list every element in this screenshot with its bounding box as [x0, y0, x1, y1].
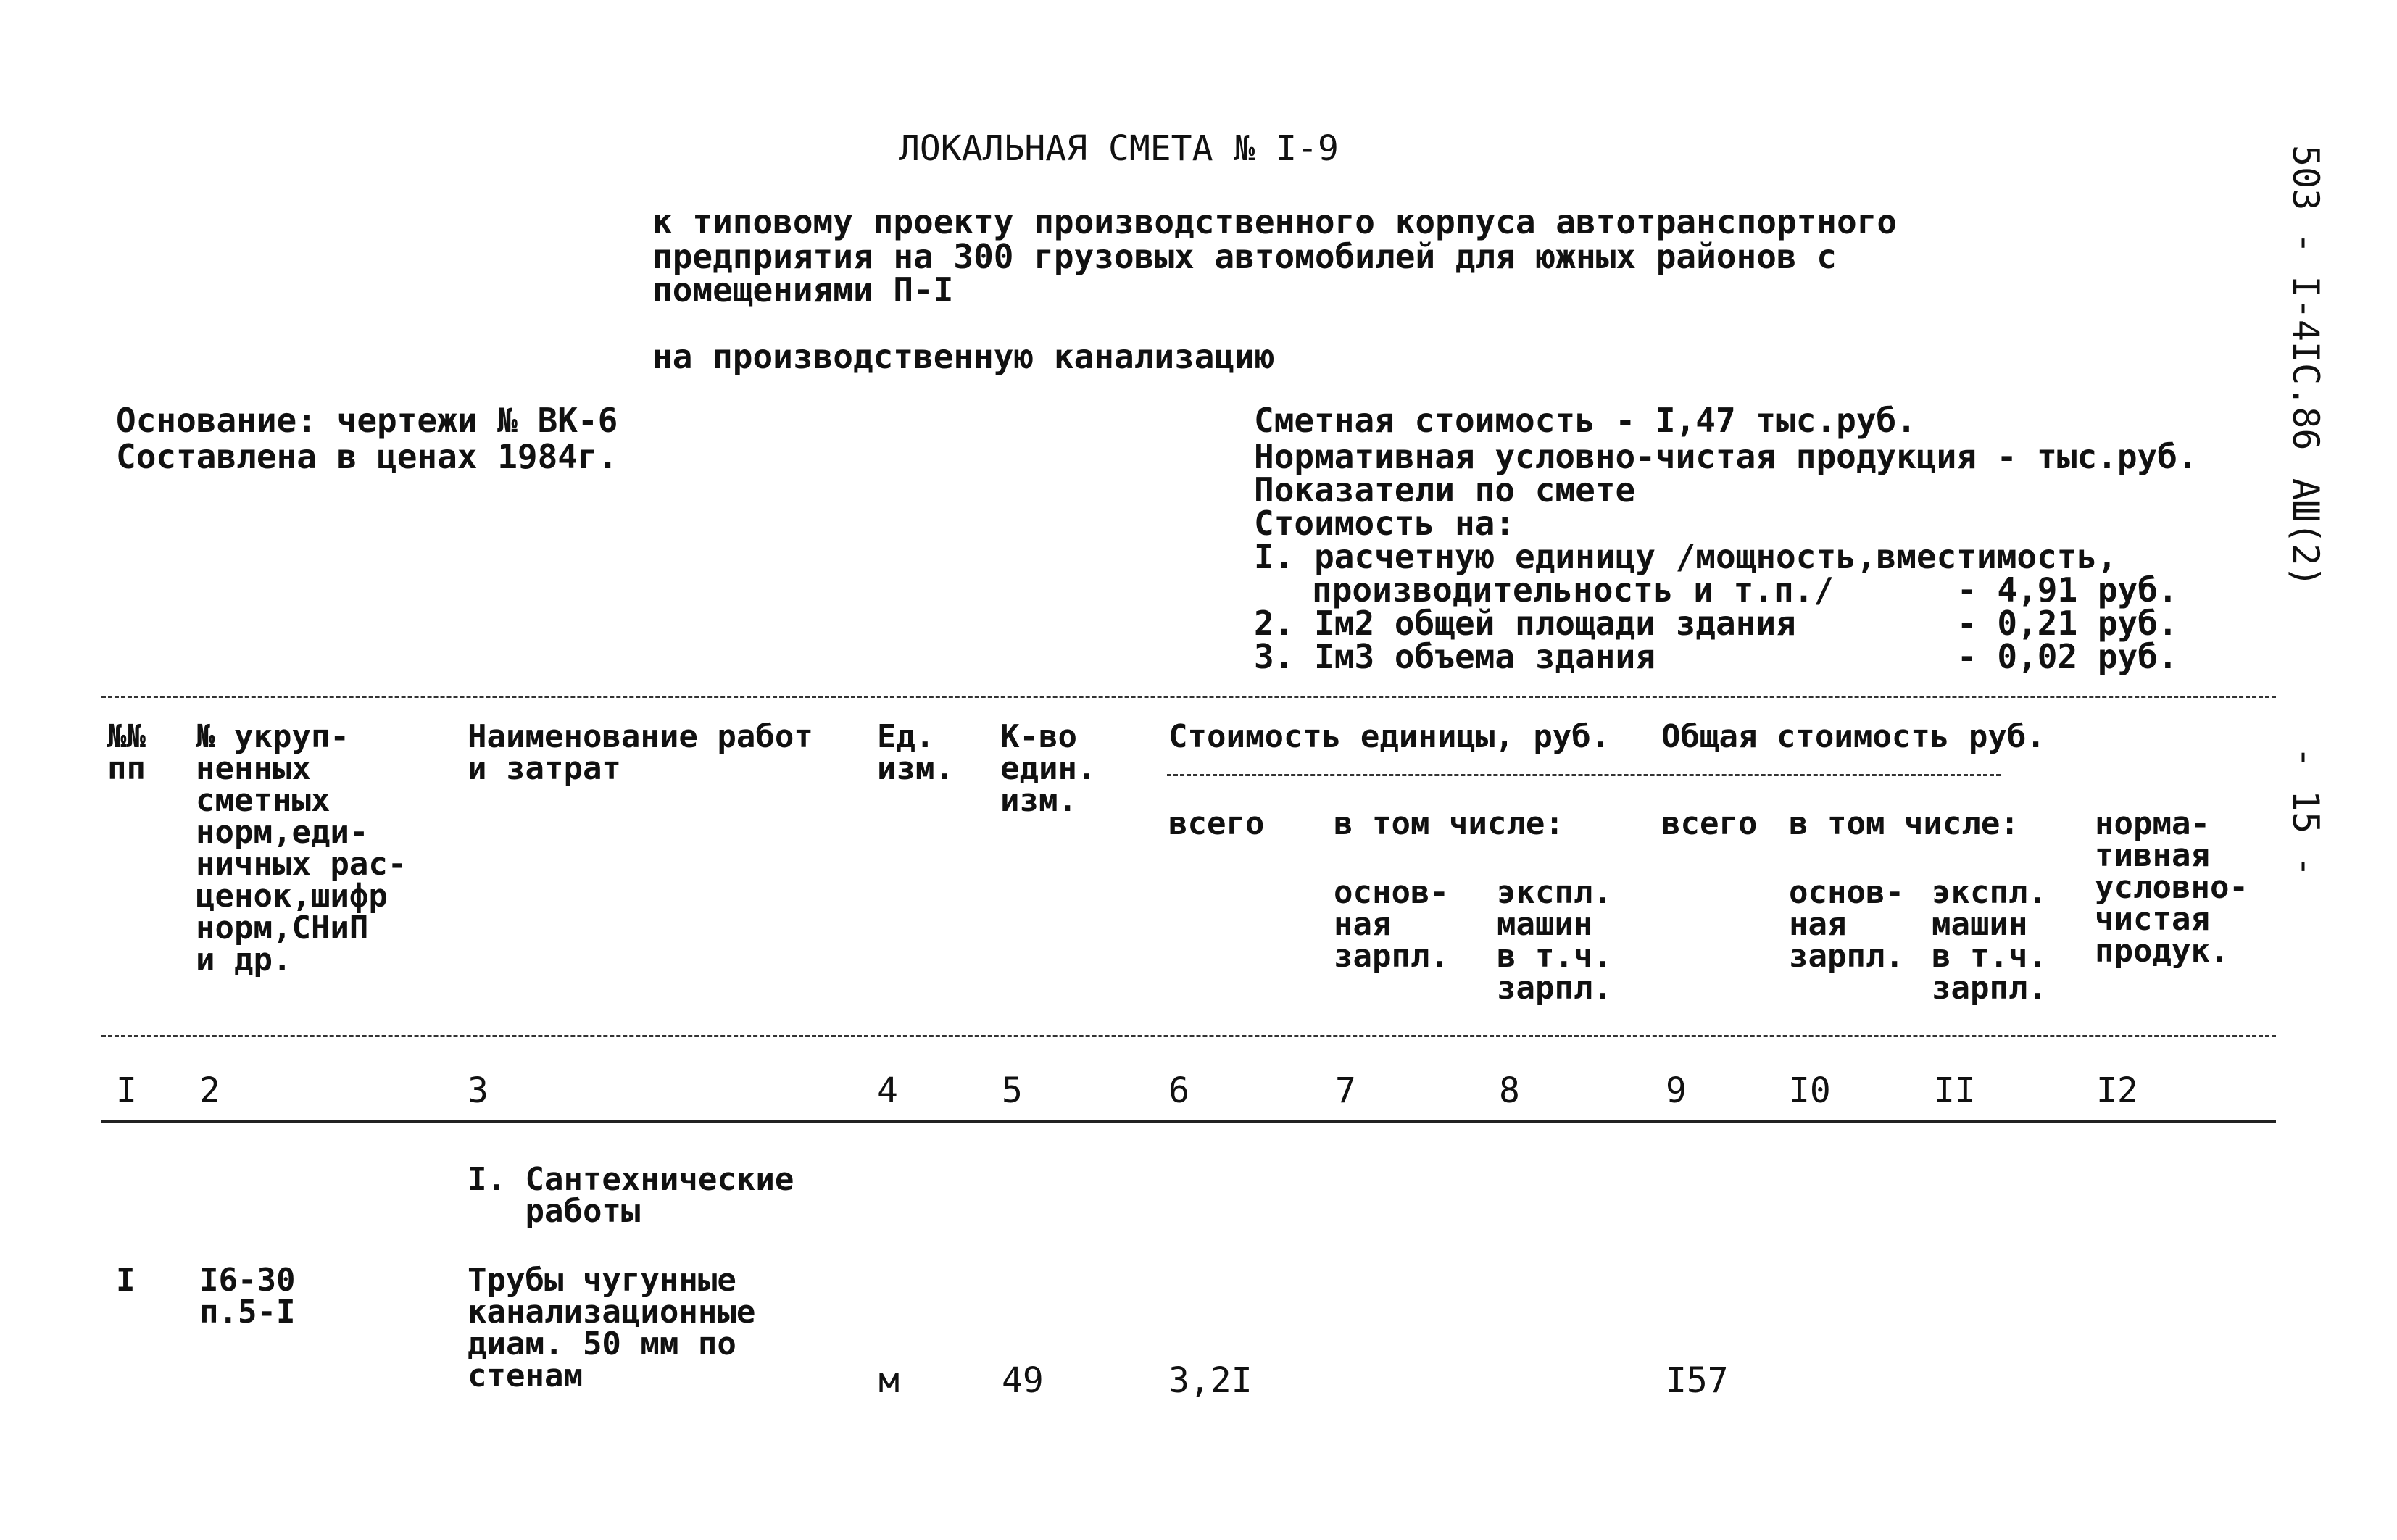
- header-total-cost: Общая стоимость руб.: [1661, 718, 2045, 755]
- indicator-2-value: - 0,21 руб.: [1957, 604, 2178, 643]
- indicator-3: 3. Iм3 объема здания: [1254, 637, 1656, 676]
- indicator-1-line-b: производительность и т.п./: [1312, 570, 1835, 609]
- basis-line: Основание: чертежи № ВК-6: [116, 401, 618, 440]
- header-unit-incl: в том числе:: [1334, 805, 1564, 842]
- header-col-4: Ед. изм.: [877, 718, 954, 787]
- col-number-5: 5: [1002, 1070, 1023, 1111]
- header-total-all: всего: [1661, 805, 1758, 842]
- col-number-2: 2: [199, 1070, 220, 1111]
- header-unit-base-wage: основ- ная зарпл.: [1334, 874, 1449, 975]
- header-bottom-rule: [101, 1035, 2276, 1037]
- row-1-code: I6-30 п.5-I: [199, 1262, 296, 1331]
- col-number-12: I2: [2096, 1070, 2138, 1111]
- prices-line: Составлена в ценах 1984г.: [116, 437, 618, 476]
- indicator-1-value: - 4,91 руб.: [1957, 570, 2178, 609]
- row-1-unit-total: 3,2I: [1168, 1360, 1252, 1401]
- subtitle-line-3: помещениями П-I: [652, 270, 954, 309]
- indicator-1-line-a: I. расчетную единицу /мощность,вместимость,: [1254, 537, 2117, 576]
- purpose-line: на производственную канализацию: [652, 337, 1275, 376]
- col-number-11: II: [1934, 1070, 1976, 1111]
- side-page-number: - 15 -: [2285, 746, 2327, 878]
- cost-on-heading: Стоимость на:: [1254, 504, 1516, 543]
- indicator-3-value: - 0,02 руб.: [1957, 637, 2178, 676]
- header-col-1: №№ пп: [107, 718, 146, 787]
- header-unit-machines: экспл. машин в т.ч. зарпл.: [1497, 874, 1612, 1007]
- document-title: ЛОКАЛЬНАЯ СМЕТА № I-9: [899, 128, 1339, 169]
- header-col-3: Наименование работ и затрат: [468, 718, 813, 787]
- col-number-9: 9: [1666, 1070, 1687, 1111]
- subtitle-line-1: к типовому проекту производственного корпуса автотранспортного: [652, 202, 1898, 241]
- col-number-6: 6: [1168, 1070, 1189, 1111]
- estimated-cost: Сметная стоимость - I,47 тыс.руб.: [1254, 401, 1916, 440]
- col-number-3: 3: [468, 1070, 489, 1111]
- col-number-4: 4: [877, 1070, 898, 1111]
- row-1-qty: 49: [1002, 1360, 1044, 1401]
- header-normative: норма- тивная условно- чистая продук.: [2095, 805, 2248, 970]
- header-unit-total: всего: [1168, 805, 1265, 842]
- col-number-1: I: [116, 1070, 137, 1111]
- normative-production: Нормативная условно-чистая продукция - тыс.руб.: [1254, 437, 2198, 476]
- col-number-8: 8: [1499, 1070, 1520, 1111]
- header-unit-cost: Стоимость единицы, руб.: [1168, 718, 1611, 755]
- header-total-machines: экспл. машин в т.ч. зарпл.: [1932, 874, 2047, 1007]
- table-top-rule: [101, 696, 2276, 698]
- col-numbers-rule: [101, 1120, 2276, 1123]
- side-album: АШ(2): [2285, 478, 2327, 588]
- header-subrule: [1167, 774, 2001, 776]
- subtitle-line-2: предприятия на 300 грузовых автомобилей для южных районов с: [652, 237, 1837, 276]
- row-1-name: Трубы чугунные канализационные диам. 50 мм по стенам: [468, 1262, 756, 1394]
- header-col-2: № укруп- ненных сметных норм,еди- ничных рас- ценок,шифр норм,СНиП и др.: [196, 718, 407, 978]
- section-heading: I. Сантехнические работы: [468, 1161, 794, 1230]
- row-1-total: I57: [1666, 1360, 1729, 1401]
- header-total-incl: в том числе:: [1789, 805, 2019, 842]
- indicator-2: 2. Iм2 общей площади здания: [1254, 604, 1796, 643]
- header-col-5: К-во един. изм.: [1000, 718, 1097, 819]
- indicators-heading: Показатели по смете: [1254, 470, 1636, 509]
- col-number-7: 7: [1335, 1070, 1356, 1111]
- row-1-number: I: [116, 1262, 136, 1299]
- header-total-base-wage: основ- ная зарпл.: [1789, 874, 1904, 975]
- row-1-unit: м: [878, 1360, 900, 1401]
- side-code: 503 - I-4IC.86: [2285, 145, 2327, 451]
- col-number-10: I0: [1789, 1070, 1831, 1111]
